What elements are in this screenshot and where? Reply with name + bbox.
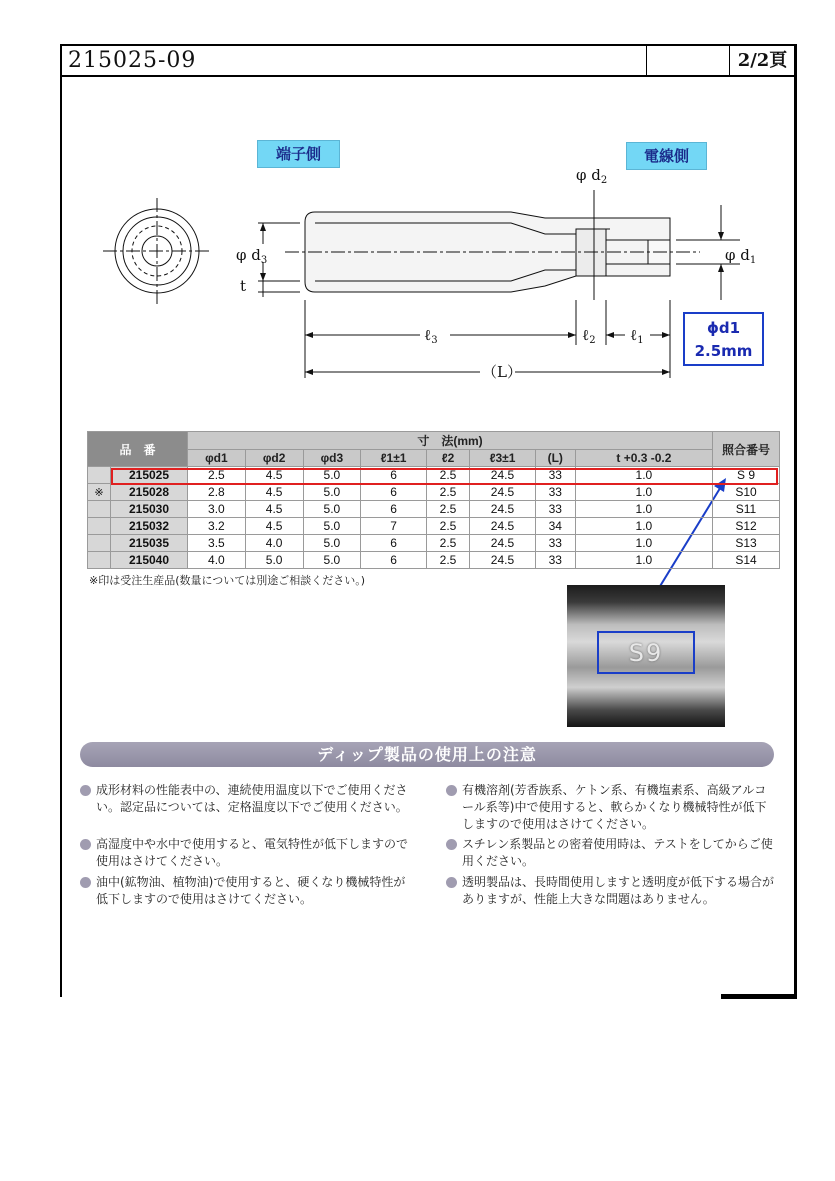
cell-t: 1.0 (575, 501, 712, 518)
table-note: ※印は受注生産品(数量については別途ご相談ください。) (89, 574, 366, 587)
cell-L: 33 (535, 484, 575, 501)
l2-label: ℓ$_2$ (582, 326, 596, 346)
row-mark (88, 467, 111, 484)
col-l3: ℓ3±1 (470, 450, 536, 467)
match-header: 照合番号 (713, 432, 780, 467)
cell-d3: 5.0 (303, 501, 361, 518)
cell-l1: 6 (361, 501, 427, 518)
cell-t: 1.0 (575, 467, 712, 484)
cell-l3: 24.5 (470, 518, 536, 535)
table-row (88, 518, 780, 535)
caution-item: 透明製品は、長時間使用しますと透明度が低下する場合がありますが、性能上大きな問題はありません。 (446, 874, 778, 908)
cell-d3: 5.0 (303, 552, 361, 569)
spec-callout-box (683, 312, 764, 366)
row-mark (88, 535, 111, 552)
cell-L: 33 (535, 501, 575, 518)
col-L: (L) (535, 450, 575, 467)
bullet-icon (446, 839, 457, 850)
cell-d1: 2.5 (188, 467, 246, 484)
part-number: 215035 (111, 535, 188, 552)
part-no-header: 品 番 (88, 432, 188, 467)
col-d1: φd1 (188, 450, 246, 467)
spec-box-line1: ϕd1 (706, 319, 741, 337)
doc-code: 215025-09 (62, 46, 647, 75)
caution-title: ディップ製品の使用上の注意 (80, 742, 774, 767)
cell-d1: 3.2 (188, 518, 246, 535)
cell-code: S12 (713, 518, 780, 535)
cell-d1: 2.8 (188, 484, 246, 501)
part-number: 215030 (111, 501, 188, 518)
photo-marking-box: S9 (597, 631, 695, 674)
phi-d3-label: φ $d_3$ (236, 246, 268, 266)
cell-l3: 24.5 (470, 552, 536, 569)
bullet-icon (80, 839, 91, 850)
caution-item: 成形材料の性能表中の、連続使用温度以下でご使用ください。認定品については、定格温度以下でご使用ください。 (80, 782, 414, 816)
part-number: 215040 (111, 552, 188, 569)
cell-l1: 6 (361, 484, 427, 501)
cell-L: 33 (535, 552, 575, 569)
cell-L: 33 (535, 535, 575, 552)
page-number: 2/2頁 (737, 50, 788, 71)
cell-l2: 2.5 (426, 535, 469, 552)
cell-l3: 24.5 (470, 501, 536, 518)
cell-l3: 24.5 (470, 467, 536, 484)
cell-code: S14 (713, 552, 780, 569)
cell-d3: 5.0 (303, 467, 361, 484)
bullet-icon (446, 877, 457, 888)
cell-l1: 6 (361, 552, 427, 569)
l1-label: ℓ$_1$ (630, 326, 644, 346)
cell-code: S 9 (713, 467, 780, 484)
row-mark (88, 518, 111, 535)
t-label: t (240, 277, 247, 295)
row-mark: ※ (88, 484, 111, 501)
cell-t: 1.0 (575, 552, 712, 569)
l3-label: ℓ$_3$ (424, 326, 438, 346)
cell-code: S11 (713, 501, 780, 518)
row-mark (88, 501, 111, 518)
table-row (88, 535, 780, 552)
cell-l3: 24.5 (470, 535, 536, 552)
col-l2: ℓ2 (426, 450, 469, 467)
cell-code: S13 (713, 535, 780, 552)
cell-l1: 7 (361, 518, 427, 535)
cell-l1: 6 (361, 535, 427, 552)
wire-side-label: 電線側 (626, 142, 707, 170)
table-row (88, 484, 780, 501)
cell-l2: 2.5 (426, 552, 469, 569)
bottom-rule (721, 994, 797, 999)
cell-d2: 4.5 (245, 518, 303, 535)
col-t: t +0.3 -0.2 (575, 450, 712, 467)
cell-d3: 5.0 (303, 484, 361, 501)
cell-d1: 3.0 (188, 501, 246, 518)
table-row (88, 501, 780, 518)
cell-l3: 24.5 (470, 484, 536, 501)
bullet-icon (446, 785, 457, 796)
bullet-icon (80, 785, 91, 796)
dimension-table (87, 431, 780, 569)
col-l1: ℓ1±1 (361, 450, 427, 467)
caution-item: スチレン系製品との密着使用時は、テストをしてからご使用ください。 (446, 836, 778, 870)
terminal-side-label: 端子側 (257, 140, 340, 168)
spec-box-line2: 2.5mm (694, 342, 753, 360)
cell-d2: 4.5 (245, 467, 303, 484)
part-number: 215032 (111, 518, 188, 535)
cell-d2: 5.0 (245, 552, 303, 569)
col-d3: φd3 (303, 450, 361, 467)
cell-t: 1.0 (575, 535, 712, 552)
cell-l2: 2.5 (426, 501, 469, 518)
highlighted-row-box (111, 468, 778, 485)
caution-item: 高湿度中や水中で使用すると、電気特性が低下しますので使用はさけてください。 (80, 836, 414, 870)
col-d2: φd2 (245, 450, 303, 467)
caution-item: 油中(鉱物油、植物油)で使用すると、硬くなり機械特性が低下しますので使用はさけてください。 (80, 874, 414, 908)
cell-l1: 6 (361, 467, 427, 484)
cell-l2: 2.5 (426, 467, 469, 484)
cell-t: 1.0 (575, 518, 712, 535)
cell-d2: 4.0 (245, 535, 303, 552)
cell-d1: 4.0 (188, 552, 246, 569)
cell-L: 34 (535, 518, 575, 535)
cell-l2: 2.5 (426, 484, 469, 501)
cell-L: 33 (535, 467, 575, 484)
table-row (88, 552, 780, 569)
phi-d1-label: φ $d_1$ (725, 246, 757, 266)
part-number: 215028 (111, 484, 188, 501)
bullet-icon (80, 877, 91, 888)
part-number: 215025 (111, 467, 188, 484)
row-mark (88, 552, 111, 569)
caution-item: 有機溶剤(芳香族系、ケトン系、有機塩素系、高級アルコール系等)中で使用すると、軟らかくなり機械特性が低下しますので使用はさけてください。 (446, 782, 778, 833)
cell-d1: 3.5 (188, 535, 246, 552)
cell-t: 1.0 (575, 484, 712, 501)
overall-length-label: （L） (482, 363, 522, 381)
cell-d2: 4.5 (245, 484, 303, 501)
cell-d3: 5.0 (303, 535, 361, 552)
cell-l2: 2.5 (426, 518, 469, 535)
cell-code: S10 (713, 484, 780, 501)
cell-d3: 5.0 (303, 518, 361, 535)
cell-d2: 4.5 (245, 501, 303, 518)
size-header: 寸 法(mm) (188, 432, 713, 450)
phi-d2-label: φ $d_2$ (576, 166, 608, 186)
